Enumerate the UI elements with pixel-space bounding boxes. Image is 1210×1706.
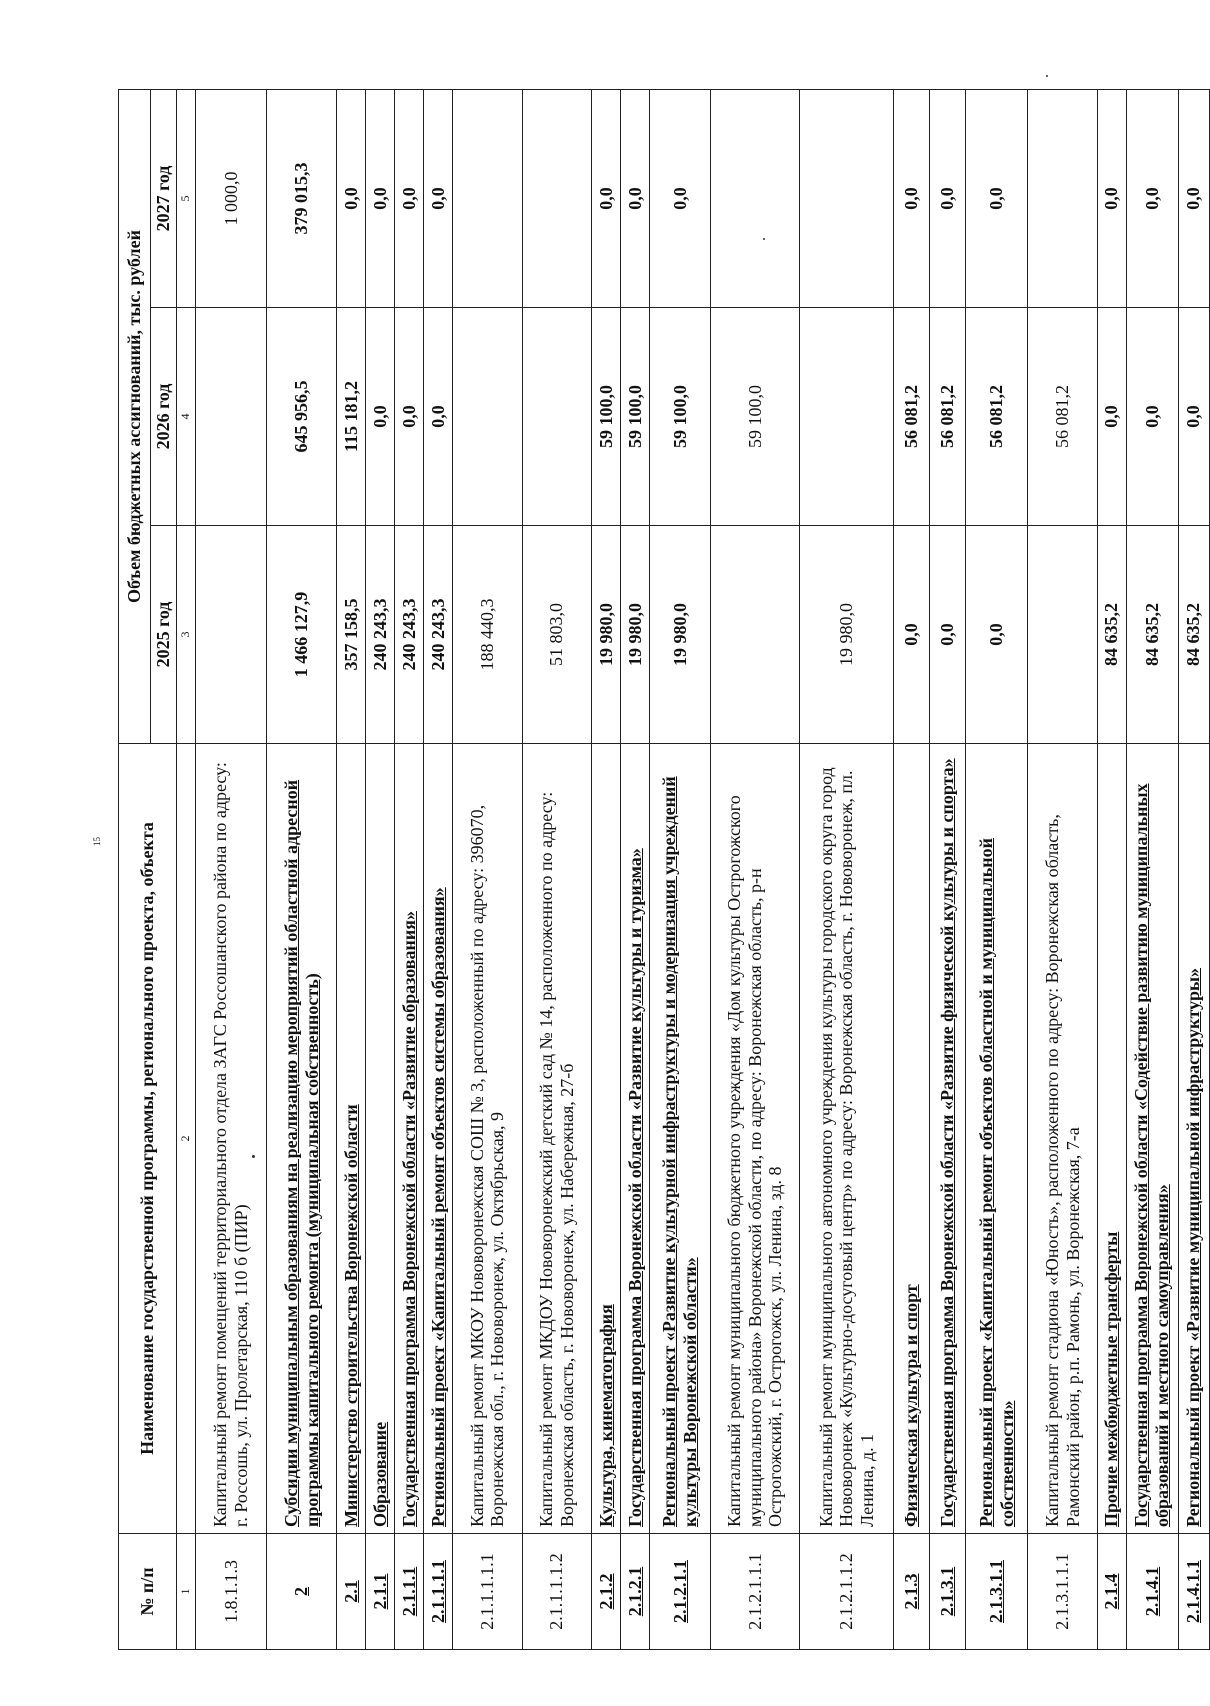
row-number: 2.1.2.1.1 (650, 1534, 710, 1650)
value-2027 (710, 90, 800, 308)
row-number: 2.1.2.1.1.1 (710, 1534, 800, 1650)
value-2026: 645 956,5 (267, 308, 336, 526)
row-number: 2 (267, 1534, 336, 1650)
value-2027 (800, 90, 894, 308)
header-year-2025: 2025 год (151, 526, 177, 744)
row-number: 2.1.2 (591, 1534, 620, 1650)
value-2027 (522, 90, 591, 308)
row-name: Государственная программа Воронежской области «Развитие физической культуры и спорта» (929, 744, 965, 1534)
row-name: Региональный проект «Развитие муниципальной инфраструктуры» (1178, 744, 1210, 1534)
value-2026: 115 181,2 (336, 308, 365, 526)
page-number: 15 (92, 837, 102, 846)
value-2026: 0,0 (395, 308, 424, 526)
row-number: 2.1 (336, 1534, 365, 1650)
table-row (929, 90, 965, 1650)
value-2025: 51 803,0 (522, 526, 591, 744)
value-2025 (195, 526, 267, 744)
row-name: Капитальный ремонт МКОУ Нововоронежская СОШ № 3, расположенный по адресу: 396070, Воронежская обл., г. Нововоронеж, ул. Октябрьская, 9 (453, 744, 522, 1534)
table-row (710, 90, 800, 1650)
value-2025: 19 980,0 (650, 526, 710, 744)
row-name: Образование (365, 744, 394, 1534)
table-row (965, 90, 1028, 1650)
row-number: 2.1.3.1 (929, 1534, 965, 1650)
table-row (267, 90, 336, 1650)
row-name: Министерство строительства Воронежской области (336, 744, 365, 1534)
value-2026 (522, 308, 591, 526)
value-2026: 0,0 (1178, 308, 1210, 526)
row-name: Капитальный ремонт муниципального бюджетного учреждения «Дом культуры Острогожского муниципального района» Воронежской области, по адресу: Воронежская область, р-н Острогожский, г. Острогожск, ул. Ленина, зд. 8 (710, 744, 800, 1534)
table-row (453, 90, 522, 1650)
value-2027: 0,0 (621, 90, 650, 308)
value-2027: 0,0 (1126, 90, 1178, 308)
value-2025: 19 980,0 (800, 526, 894, 744)
table-body (195, 90, 1209, 1650)
value-2026: 56 081,2 (894, 308, 930, 526)
value-2027: 0,0 (336, 90, 365, 308)
row-number: 2.1.1.1.1.2 (522, 1534, 591, 1650)
value-2025: 84 635,2 (1126, 526, 1178, 744)
budget-table (118, 89, 1210, 1650)
header-year-2027: 2027 год (151, 90, 177, 308)
row-name: Капитальный ремонт стадиона «Юность», расположенного по адресу: Воронежская область, Рамонский район, р.п. Рамонь, ул. Воронежская, 7-а (1028, 744, 1097, 1534)
column-index: 4 (177, 308, 196, 526)
value-2025: 1 466 127,9 (267, 526, 336, 744)
value-2027: 0,0 (1178, 90, 1210, 308)
column-index: 5 (177, 90, 196, 308)
row-name: Физическая культура и спорт (894, 744, 930, 1534)
value-2027: 0,0 (650, 90, 710, 308)
value-2026: 56 081,2 (1028, 308, 1097, 526)
row-number: 2.1.4.1 (1126, 1534, 1178, 1650)
value-2026: 0,0 (365, 308, 394, 526)
table-row (424, 90, 453, 1650)
table-row (1097, 90, 1126, 1650)
column-index: 3 (177, 526, 196, 744)
value-2026 (453, 308, 522, 526)
value-2027: 1 000,0 (195, 90, 267, 308)
table-row (395, 90, 424, 1650)
value-2025: 357 158,5 (336, 526, 365, 744)
value-2027 (453, 90, 522, 308)
column-index: 2 (177, 744, 196, 1534)
row-number: 2.1.4 (1097, 1534, 1126, 1650)
row-name: Капитальный ремонт МКДОУ Нововоронежский детский сад № 14, расположенного по адресу: Воронежская область, г. Нововоронеж, ул. Набережная, 27-б (522, 744, 591, 1534)
row-number: 2.1.4.1.1 (1178, 1534, 1210, 1650)
value-2027: 0,0 (894, 90, 930, 308)
table-row (365, 90, 394, 1650)
value-2025: 240 243,3 (424, 526, 453, 744)
row-name: Капитальный ремонт муниципального автономного учреждения культуры городского округа город Нововоронеж «Культурно-досуговый центр» по адресу: Воронежская область, г. Нововоронеж, пл. Ленина, д. 1 (800, 744, 894, 1534)
value-2026: 0,0 (424, 308, 453, 526)
value-2026 (800, 308, 894, 526)
header-year-2026: 2026 год (151, 308, 177, 526)
row-name: Субсидии муниципальным образованиям на реализацию мероприятий областной адресной программы капитального ремонта (муниципальная собственность) (267, 744, 336, 1534)
header-name: Наименование государственной программы, регионального проекта, объекта (119, 744, 177, 1534)
table-row (522, 90, 591, 1650)
value-2027: 379 015,3 (267, 90, 336, 308)
table-row (800, 90, 894, 1650)
table-row (621, 90, 650, 1650)
value-2026: 59 100,0 (591, 308, 620, 526)
value-2026: 59 100,0 (650, 308, 710, 526)
row-name: Государственная программа Воронежской области «Содействие развитию муниципальных образований и местного самоуправления» (1126, 744, 1178, 1534)
table-row (650, 90, 710, 1650)
row-number: 2.1.3.1.1.1 (1028, 1534, 1097, 1650)
row-number: 2.1.1 (365, 1534, 394, 1650)
row-name: Культура, кинематография (591, 744, 620, 1534)
value-2027: 0,0 (965, 90, 1028, 308)
table-row (195, 90, 267, 1650)
table-row (1028, 90, 1097, 1650)
table-row (894, 90, 930, 1650)
value-2026 (195, 308, 267, 526)
row-number: 2.1.2.1 (621, 1534, 650, 1650)
row-name: Региональный проект «Капитальный ремонт объектов системы образования» (424, 744, 453, 1534)
value-2025: 240 243,3 (365, 526, 394, 744)
value-2027 (1028, 90, 1097, 308)
value-2025: 188 440,3 (453, 526, 522, 744)
header-num: № п/п (119, 1534, 177, 1650)
value-2025: 84 635,2 (1097, 526, 1126, 744)
row-number: 2.1.3 (894, 1534, 930, 1650)
value-2025: 240 243,3 (395, 526, 424, 744)
rotated-table-container (118, 90, 1210, 1650)
value-2027: 0,0 (424, 90, 453, 308)
header-funding: Объем бюджетных ассигнований, тыс. рублей (119, 90, 151, 744)
value-2026: 56 081,2 (929, 308, 965, 526)
value-2025: 19 980,0 (591, 526, 620, 744)
table-row (591, 90, 620, 1650)
value-2026: 0,0 (1126, 308, 1178, 526)
value-2026: 0,0 (1097, 308, 1126, 526)
value-2025: 0,0 (965, 526, 1028, 744)
table-row (1126, 90, 1178, 1650)
table-row (1178, 90, 1210, 1650)
row-number: 2.1.1.1.1.1 (453, 1534, 522, 1650)
row-number: 2.1.2.1.1.2 (800, 1534, 894, 1650)
row-number: 2.1.1.1.1 (424, 1534, 453, 1650)
value-2026: 59 100,0 (621, 308, 650, 526)
row-name: Государственная программа Воронежской области «Развитие образования» (395, 744, 424, 1534)
value-2027: 0,0 (591, 90, 620, 308)
value-2025 (1028, 526, 1097, 744)
value-2026: 59 100,0 (710, 308, 800, 526)
value-2027: 0,0 (1097, 90, 1126, 308)
row-name: Региональный проект «Капитальный ремонт объектов областной и муниципальной собственности» (965, 744, 1028, 1534)
scan-speck (1046, 75, 1048, 77)
row-name: Капитальный ремонт помещений территориального отдела ЗАГС Россошанского района по адресу: г. Россошь, ул. Пролетарская, 110 б (ПИР) (195, 744, 267, 1534)
row-number: 1.8.1.1.3 (195, 1534, 267, 1650)
value-2025: 84 635,2 (1178, 526, 1210, 744)
row-number: 2.1.1.1 (395, 1534, 424, 1650)
row-name: Региональный проект «Развитие культурной инфраструктуры и модернизация учреждений культуры Воронежской области» (650, 744, 710, 1534)
value-2025: 0,0 (929, 526, 965, 744)
value-2027: 0,0 (395, 90, 424, 308)
row-number: 2.1.3.1.1 (965, 1534, 1028, 1650)
value-2025: 19 980,0 (621, 526, 650, 744)
value-2025: 0,0 (894, 526, 930, 744)
row-name: Государственная программа Воронежской области «Развитие культуры и туризма» (621, 744, 650, 1534)
value-2027: 0,0 (365, 90, 394, 308)
value-2025 (710, 526, 800, 744)
table-row (336, 90, 365, 1650)
value-2026: 56 081,2 (965, 308, 1028, 526)
value-2027: 0,0 (929, 90, 965, 308)
column-index: 1 (177, 1534, 196, 1650)
row-name: Прочие межбюджетные трансферты (1097, 744, 1126, 1534)
